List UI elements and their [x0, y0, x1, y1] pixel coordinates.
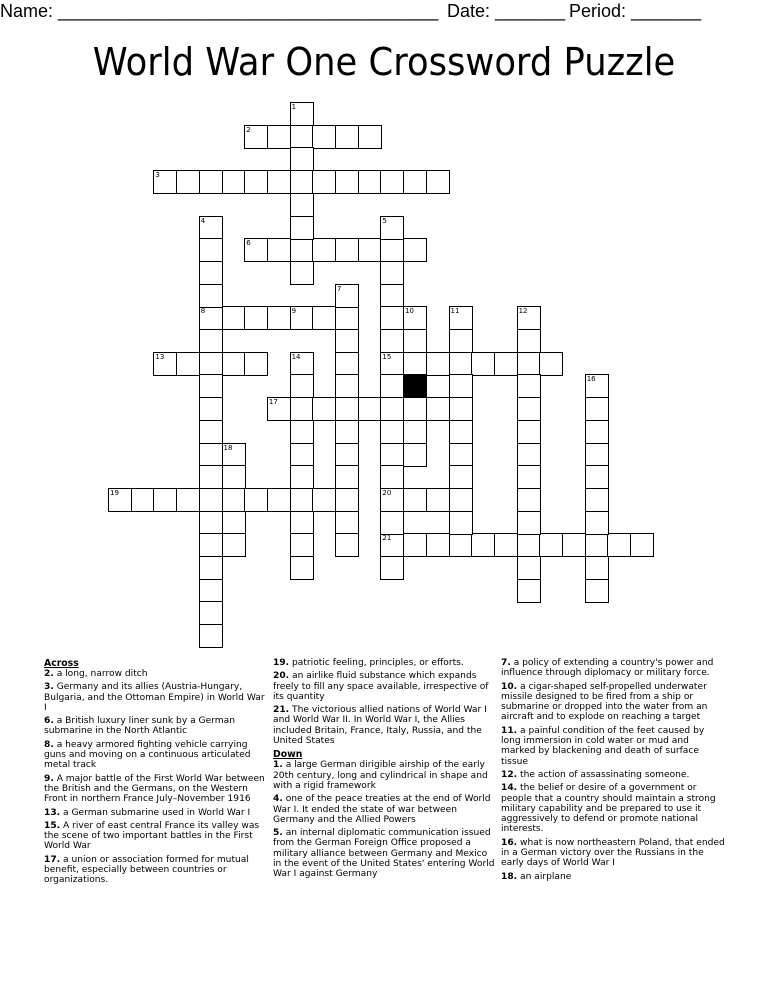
across-clue [273, 705, 495, 746]
grid-cell[interactable] [199, 261, 223, 285]
clue-number-15: 15 [382, 352, 392, 361]
grid-cell[interactable] [585, 397, 609, 421]
grid-cell[interactable] [290, 397, 314, 421]
clue-number-9: 9 [291, 307, 297, 316]
grid-cell[interactable] [199, 579, 223, 603]
grid-cell[interactable] [199, 397, 223, 421]
grid-cell[interactable] [449, 352, 473, 376]
grid-cell[interactable] [244, 238, 268, 262]
grid-cell[interactable] [403, 397, 427, 421]
clue-text: the action of assassinating someone. [517, 769, 690, 780]
grid-cell[interactable] [335, 511, 359, 535]
date-field-label: Date: _______ [447, 1, 566, 21]
grid-cell[interactable] [426, 170, 450, 194]
grid-cell[interactable] [517, 465, 541, 489]
grid-cell[interactable] [290, 238, 314, 262]
grid-cell[interactable] [290, 306, 314, 330]
grid-cell[interactable] [449, 397, 473, 421]
clue-text: an airplane [517, 871, 572, 882]
down-clue [501, 872, 725, 882]
down-clue [501, 726, 725, 767]
grid-cell[interactable] [290, 443, 314, 467]
clue-number-21: 21 [382, 534, 392, 543]
grid-cell[interactable] [312, 238, 336, 262]
grid-cell[interactable] [426, 352, 450, 376]
down-clue-list-continued [501, 658, 725, 882]
grid-cell[interactable] [380, 170, 404, 194]
grid-cell[interactable] [244, 170, 268, 194]
grid-cell[interactable] [380, 511, 404, 535]
clues-column-3 [501, 658, 725, 885]
grid-cell[interactable] [199, 556, 223, 580]
clue-text: Germany and its allies (Austria-Hungary, Bulgaria, and the Ottoman Empire) in World War I [44, 682, 265, 713]
grid-cell[interactable] [131, 488, 155, 512]
down-clue [273, 794, 495, 825]
grid-cell[interactable] [585, 511, 609, 535]
grid-cell[interactable] [153, 170, 177, 194]
clue-number: 4. [273, 794, 283, 805]
grid-cell[interactable] [380, 420, 404, 444]
grid-cell[interactable] [199, 511, 223, 535]
grid-cell[interactable] [244, 488, 268, 512]
across-heading: Across [44, 658, 79, 669]
grid-cell[interactable] [585, 488, 609, 512]
grid-cell[interactable] [335, 170, 359, 194]
grid-cell[interactable] [290, 374, 314, 398]
grid-cell[interactable] [517, 352, 541, 376]
grid-cell[interactable] [222, 533, 246, 557]
down-clue [501, 682, 725, 723]
grid-cell[interactable] [426, 397, 450, 421]
across-clue [44, 716, 266, 737]
clue-number-7: 7 [337, 284, 342, 293]
clue-text: a long, narrow ditch [53, 669, 148, 679]
across-clue [44, 682, 266, 713]
grid-cell[interactable] [335, 238, 359, 262]
clue-number: 9. [44, 773, 54, 784]
grid-cell[interactable] [222, 511, 246, 535]
clue-number: 20. [273, 671, 290, 682]
grid-cell[interactable] [335, 352, 359, 376]
clue-text: an airlike fluid substance which expands freely to fill any space available, irrespective of its quantity [273, 671, 489, 702]
clue-text: one of the peace treaties at the end of World War I. It ended the state of war between Germany and the Allied Powers [273, 794, 491, 825]
grid-cell[interactable] [244, 125, 268, 149]
grid-cell[interactable] [335, 306, 359, 330]
grid-cell[interactable] [153, 488, 177, 512]
grid-cell[interactable] [267, 488, 291, 512]
grid-cell[interactable] [607, 533, 631, 557]
grid-cell[interactable] [199, 306, 223, 330]
grid-cell[interactable] [267, 397, 291, 421]
grid-cell[interactable] [290, 170, 314, 194]
grid-cell[interactable] [244, 352, 268, 376]
grid-cell[interactable] [244, 306, 268, 330]
clue-number-2: 2 [246, 125, 251, 134]
grid-cell[interactable] [517, 374, 541, 398]
grid-cell[interactable] [380, 397, 404, 421]
grid-cell[interactable] [403, 306, 427, 330]
grid-cell[interactable] [585, 420, 609, 444]
across-clue [44, 740, 266, 771]
clues-column-2 [273, 658, 495, 883]
grid-cell[interactable] [585, 556, 609, 580]
grid-cell[interactable] [290, 420, 314, 444]
clue-number: 1. [273, 760, 283, 771]
grid-cell[interactable] [494, 533, 518, 557]
grid-cell[interactable] [380, 488, 404, 512]
grid-cell[interactable] [449, 420, 473, 444]
clue-number-14: 14 [291, 352, 301, 361]
grid-cell[interactable] [449, 465, 473, 489]
grid-cell[interactable] [380, 238, 404, 262]
clue-number: 15. [44, 820, 61, 831]
grid-cell[interactable] [199, 420, 223, 444]
grid-cell[interactable] [380, 329, 404, 353]
grid-cell[interactable] [585, 374, 609, 398]
clue-text: patriotic feeling, principles, or efforts. [289, 658, 464, 668]
grid-cell[interactable] [199, 488, 223, 512]
clue-text: A river of east central France its valley was the scene of two important battles in the First World War [44, 820, 260, 852]
down-clue [273, 828, 495, 879]
clue-number-5: 5 [382, 216, 387, 225]
grid-cell[interactable] [585, 533, 609, 557]
grid-cell[interactable] [199, 465, 223, 489]
clue-number: 3. [44, 682, 54, 693]
grid-cell[interactable] [403, 238, 427, 262]
grid-cell[interactable] [199, 352, 223, 376]
grid-cell[interactable] [539, 352, 563, 376]
grid-cell[interactable] [199, 284, 223, 308]
grid-cell[interactable] [426, 488, 450, 512]
grid-cell[interactable] [335, 329, 359, 353]
down-clue [501, 838, 725, 869]
clue-number-11: 11 [450, 307, 460, 316]
grid-cell[interactable] [335, 443, 359, 467]
grid-cell[interactable] [335, 374, 359, 398]
grid-cell[interactable] [403, 420, 427, 444]
across-clue [44, 821, 266, 852]
clue-number: 7. [501, 658, 511, 668]
grid-cell[interactable] [471, 533, 495, 557]
grid-cell[interactable] [517, 420, 541, 444]
across-clue [273, 671, 495, 702]
across-clue-list-continued [273, 658, 495, 746]
clue-text: a German submarine used in World War I [60, 807, 251, 818]
black-cell [403, 374, 427, 398]
grid-cell[interactable] [517, 397, 541, 421]
grid-cell[interactable] [222, 352, 246, 376]
grid-cell[interactable] [630, 533, 654, 557]
grid-cell[interactable] [199, 170, 223, 194]
grid-cell[interactable] [335, 488, 359, 512]
grid-cell[interactable] [380, 374, 404, 398]
clues-column-1 [44, 658, 266, 889]
clue-number: 10. [501, 681, 518, 692]
grid-cell[interactable] [517, 533, 541, 557]
clue-text: A major battle of the First World War between the British and the Germans, on the Western Front in northern France July–November 1916 [44, 773, 265, 805]
clue-text: a heavy armored fighting vehicle carrying guns and moving on a continuous articulated metal track [44, 739, 251, 771]
grid-cell[interactable] [290, 193, 314, 217]
grid-cell[interactable] [517, 579, 541, 603]
grid-cell[interactable] [312, 488, 336, 512]
clue-number: 12. [501, 769, 518, 780]
grid-cell[interactable] [403, 533, 427, 557]
grid-cell[interactable] [585, 579, 609, 603]
grid-cell[interactable] [267, 125, 291, 149]
grid-cell[interactable] [176, 352, 200, 376]
grid-cell[interactable] [290, 488, 314, 512]
clue-number-17: 17 [268, 398, 278, 407]
down-clue-list [273, 760, 495, 879]
grid-cell[interactable] [585, 443, 609, 467]
grid-cell[interactable] [517, 556, 541, 580]
period-field-label: Period: _______ [569, 1, 702, 21]
grid-cell[interactable] [403, 443, 427, 467]
grid-cell[interactable] [403, 352, 427, 376]
across-clue [44, 774, 266, 805]
grid-cell[interactable] [335, 533, 359, 557]
grid-cell[interactable] [562, 533, 586, 557]
grid-cell[interactable] [290, 147, 314, 171]
grid-cell[interactable] [403, 488, 427, 512]
grid-cell[interactable] [222, 488, 246, 512]
grid-cell[interactable] [380, 284, 404, 308]
grid-cell[interactable] [517, 488, 541, 512]
grid-cell[interactable] [312, 306, 336, 330]
grid-cell[interactable] [267, 170, 291, 194]
grid-cell[interactable] [290, 125, 314, 149]
grid-cell[interactable] [449, 488, 473, 512]
grid-cell[interactable] [380, 216, 404, 240]
clue-number: 16. [501, 837, 518, 848]
grid-cell[interactable] [539, 533, 563, 557]
grid-cell[interactable] [335, 397, 359, 421]
grid-cell[interactable] [199, 443, 223, 467]
clue-text: a policy of extending a country's power and influence through diplomacy or military force. [501, 658, 714, 679]
clue-number-6: 6 [246, 239, 251, 248]
across-clue [44, 855, 266, 886]
grid-cell[interactable] [290, 102, 314, 126]
clue-number-10: 10 [405, 307, 415, 316]
grid-cell[interactable] [449, 306, 473, 330]
grid-cell[interactable] [290, 352, 314, 376]
grid-cell[interactable] [358, 125, 382, 149]
clue-number-1: 1 [291, 103, 297, 111]
clue-number-4: 4 [200, 216, 206, 225]
clue-number: 8. [44, 739, 54, 750]
grid-cell[interactable] [290, 261, 314, 285]
grid-cell[interactable] [358, 170, 382, 194]
grid-cell[interactable] [449, 443, 473, 467]
grid-cell[interactable] [108, 488, 132, 512]
across-clue [44, 808, 266, 818]
grid-cell[interactable] [199, 533, 223, 557]
grid-cell[interactable] [449, 533, 473, 557]
clue-number-3: 3 [155, 171, 160, 180]
grid-cell[interactable] [312, 397, 336, 421]
grid-cell[interactable] [358, 238, 382, 262]
grid-cell[interactable] [517, 306, 541, 330]
grid-cell[interactable] [380, 306, 404, 330]
grid-cell[interactable] [517, 329, 541, 353]
grid-cell[interactable] [449, 329, 473, 353]
clue-number: 6. [44, 716, 54, 727]
grid-cell[interactable] [335, 284, 359, 308]
clue-text: a large German dirigible airship of the early 20th century, long and cylindrical in shape and with a rigid framework [273, 760, 488, 791]
grid-cell[interactable] [290, 465, 314, 489]
clue-number-18: 18 [223, 443, 233, 452]
grid-cell[interactable] [380, 465, 404, 489]
grid-cell[interactable] [222, 465, 246, 489]
grid-cell[interactable] [199, 216, 223, 240]
grid-cell[interactable] [153, 352, 177, 376]
grid-cell[interactable] [403, 170, 427, 194]
clue-text: a union or association formed for mutual benefit, especially between countries or organizations. [44, 854, 249, 886]
grid-cell[interactable] [380, 443, 404, 467]
grid-cell[interactable] [380, 261, 404, 285]
grid-cell[interactable] [449, 511, 473, 535]
clue-text: a cigar-shaped self-propelled underwater missile designed to be fired from a ship or submarine or dropped into the water from an aircraft and to explode on reaching a target [501, 681, 708, 723]
grid-cell[interactable] [176, 170, 200, 194]
grid-cell[interactable] [222, 306, 246, 330]
grid-cell[interactable] [585, 465, 609, 489]
clue-text: a painful condition of the feet caused by long immersion in cold water or mud and marked by blackening and death of surface tissue [501, 725, 705, 767]
grid-cell[interactable] [222, 443, 246, 467]
grid-cell[interactable] [517, 443, 541, 467]
clue-text: an internal diplomatic communication issued from the German Foreign Office proposed a military alliance between Germany and Mexico in the event of the United States' entering World War I against Germany [273, 828, 495, 880]
clue-number: 11. [501, 725, 518, 736]
grid-cell[interactable] [380, 352, 404, 376]
clue-number: 18. [501, 871, 518, 882]
clue-text: a British luxury liner sunk by a German submarine in the North Atlantic [44, 716, 235, 737]
grid-cell[interactable] [222, 170, 246, 194]
down-clue [501, 783, 725, 834]
down-clue [273, 760, 495, 791]
grid-cell[interactable] [471, 352, 495, 376]
grid-cell[interactable] [290, 216, 314, 240]
grid-cell[interactable] [312, 125, 336, 149]
grid-cell[interactable] [494, 352, 518, 376]
clue-number: 17. [44, 854, 61, 865]
grid-cell[interactable] [517, 511, 541, 535]
grid-cell[interactable] [267, 238, 291, 262]
grid-cell[interactable] [290, 511, 314, 535]
grid-cell[interactable] [199, 329, 223, 353]
clue-text: the belief or desire of a government or people that a country should maintain a strong military capability and be prepared to use it aggressively to defend or promote national interests. [501, 783, 716, 835]
grid-cell[interactable] [358, 397, 382, 421]
clue-number: 19. [273, 658, 290, 668]
name-field-label: Name: ______________________________________ [0, 1, 439, 21]
puzzle-title: World War One Crossword Puzzle [92, 40, 676, 84]
grid-cell[interactable] [290, 556, 314, 580]
grid-cell[interactable] [380, 556, 404, 580]
clue-number: 21. [273, 705, 290, 716]
clue-number: 2. [44, 669, 54, 679]
clue-number-12: 12 [518, 307, 528, 316]
grid-cell[interactable] [335, 465, 359, 489]
grid-cell[interactable] [312, 170, 336, 194]
clue-number: 13. [44, 807, 61, 818]
down-clue [501, 770, 725, 780]
across-clue [273, 658, 495, 668]
grid-cell[interactable] [449, 374, 473, 398]
clue-number: 5. [273, 828, 283, 839]
clue-number: 14. [501, 783, 518, 794]
down-clue [501, 658, 725, 679]
grid-cell[interactable] [403, 329, 427, 353]
clue-number-16: 16 [586, 375, 596, 384]
grid-cell[interactable] [199, 601, 223, 625]
clue-number-13: 13 [155, 352, 165, 361]
grid-cell[interactable] [267, 306, 291, 330]
down-heading: Down [273, 749, 303, 761]
across-clue [44, 669, 266, 679]
clue-text: The victorious allied nations of World War I and World War II. In World War I, the Allies included Britain, France, Italy, Russia, and the United States [273, 705, 487, 747]
clue-number-20: 20 [382, 488, 392, 497]
clue-number-19: 19 [110, 488, 119, 497]
grid-cell[interactable] [199, 624, 223, 648]
grid-cell[interactable] [176, 488, 200, 512]
across-clue-list [44, 669, 266, 886]
clue-text: what is now northeastern Poland, that ended in a German victory over the Russians in the early days of World War I [501, 837, 725, 869]
grid-cell[interactable] [199, 238, 223, 262]
grid-cell[interactable] [199, 374, 223, 398]
grid-cell[interactable] [426, 533, 450, 557]
grid-cell[interactable] [335, 125, 359, 149]
clue-number-8: 8 [200, 307, 206, 316]
grid-cell[interactable] [335, 420, 359, 444]
grid-cell[interactable] [290, 533, 314, 557]
grid-cell[interactable] [380, 533, 404, 557]
